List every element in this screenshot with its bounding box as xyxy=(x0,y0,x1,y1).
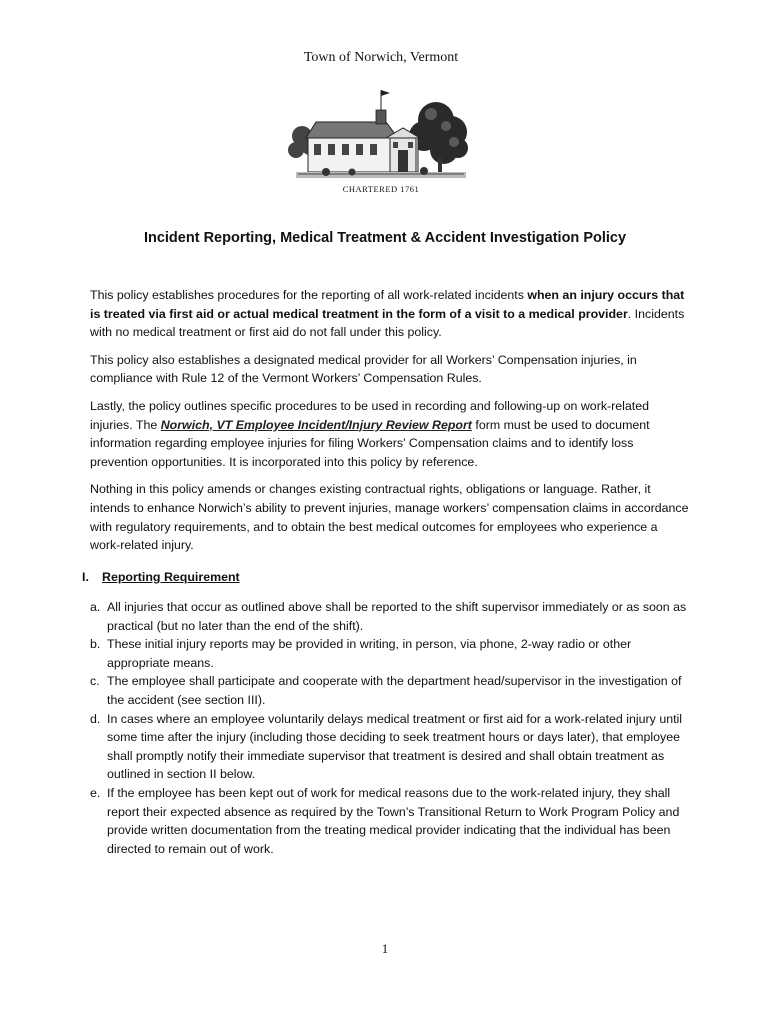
paragraph-provider: This policy also establishes a designated medical provider for all Workers’ Compensation injuries, in compliance with Rule 12 of the Vermont Workers’ Compensation Rules. xyxy=(90,352,637,386)
town-logo xyxy=(286,50,476,200)
list-item-text: These initial injury reports may be provided in writing, in person, via phone, 2-way radio or other appropriate means. xyxy=(107,637,632,670)
policy-body xyxy=(90,286,690,564)
list-item-text: All injuries that occur as outlined above shall be reported to the shift supervisor immediately or as soon as practical (but no later than the end of the shift). xyxy=(107,600,687,633)
paragraph-scope xyxy=(90,286,690,342)
list-item xyxy=(82,784,690,858)
page-number: 1 xyxy=(381,941,389,956)
town-hall-illustration xyxy=(286,50,476,200)
list-item xyxy=(82,635,690,672)
list-item xyxy=(82,710,690,784)
section-number: I. xyxy=(82,570,89,584)
paragraph-procedures-text: Lastly, the policy outlines specific procedures to be used in recording and following-up on work-related injuries. The xyxy=(90,398,650,432)
paragraph-procedures xyxy=(90,397,690,471)
list-item-text: In cases where an employee voluntarily delays medical treatment or first aid for a work-related injury until some time after the injury (including those deciding to seek treatment hours or days later), that employee shall promptly notify their immediate supervisor that treatment is desired and shall obtain treatment as outlined in section II below. xyxy=(107,711,683,782)
paragraph-rights: Nothing in this policy amends or changes existing contractual rights, obligations or language. Rather, it intends to enhance Norwich’s ability to prevent injuries, manage workers’ compensation claims in accordance with regulatory requirements, and to obtain the best medical outcomes for employees who experience a work-related injury. xyxy=(90,482,689,553)
list-marker: d. xyxy=(90,711,101,726)
list-item-text: The employee shall participate and cooperate with the department head/supervisor in the investigation of the accident (see section III). xyxy=(107,674,682,707)
paragraph-scope-bold: when an injury occurs that is treated via first aid or actual medical treatment in the form of a visit to a medical provider xyxy=(90,288,685,321)
list-marker: b. xyxy=(90,637,101,652)
logo-chartered: CHARTERED 1761 xyxy=(342,184,420,194)
list-marker: c. xyxy=(90,674,100,689)
logo-title: Town of Norwich, Vermont xyxy=(303,50,459,65)
policy-title: Incident Reporting, Medical Treatment & Accident Investigation Policy xyxy=(143,230,627,246)
paragraph-procedures-text-end: form must be used to document information regarding employee injuries for filing Workers' Compensation claims and to identify loss prevention opportunities. It is incorporated into this policy by reference. xyxy=(90,417,650,469)
section-heading-reporting xyxy=(82,570,240,584)
list-item xyxy=(82,598,690,635)
reporting-requirements-list xyxy=(82,598,690,858)
list-item xyxy=(82,672,690,709)
list-item-text: If the employee has been kept out of work for medical reasons due to the work-related injury, they shall report their expected absence as required by the Town’s Transitional Return to Work Program Policy and provide written documentation from the treating medical provider indicating that the individual has been directed to remain out of work. xyxy=(107,785,680,856)
section-label: Reporting Requirement xyxy=(102,570,240,584)
list-marker: e. xyxy=(90,785,101,800)
list-marker: a. xyxy=(90,600,101,614)
injury-report-form-link[interactable]: Norwich, VT Employee Incident/Injury Review Report xyxy=(160,417,472,432)
paragraph-scope-text-end: . Incidents with no medical treatment or first aid do not fall under this policy. xyxy=(90,306,685,340)
paragraph-scope-text: This policy establishes procedures for the reporting of all work-related incidents xyxy=(90,288,528,302)
